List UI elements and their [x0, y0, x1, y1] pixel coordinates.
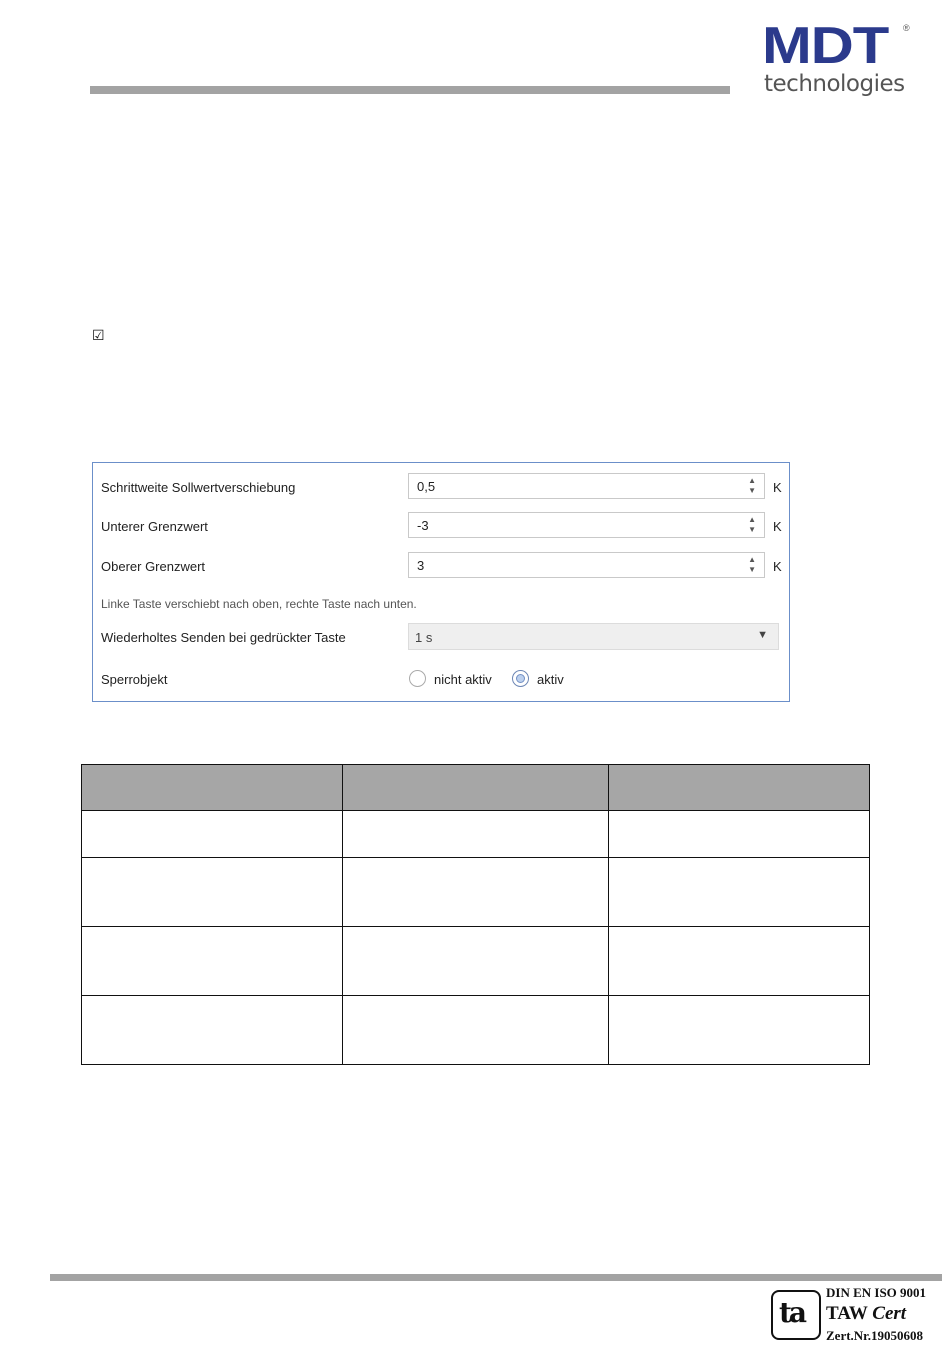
radio-nicht-aktiv[interactable] — [409, 670, 426, 687]
table-row — [82, 996, 870, 1065]
table-cell — [609, 996, 870, 1065]
upper-limit-unit: K — [773, 559, 782, 574]
table-header-cell — [82, 765, 343, 811]
logo-registered: ® — [903, 23, 910, 33]
repeat-label: Wiederholtes Senden bei gedrückter Taste — [101, 630, 346, 645]
table-cell — [82, 927, 343, 996]
checkbox-icon: ☑ — [92, 327, 105, 343]
logo-mark: MDT — [762, 17, 889, 75]
step-spinbox[interactable] — [408, 473, 765, 499]
cert-number: Zert.Nr.19050608 — [826, 1328, 924, 1343]
step-unit: K — [773, 480, 782, 495]
logo-subtitle: technologies — [764, 71, 905, 97]
lower-limit-label: Unterer Grenzwert — [101, 519, 208, 534]
table-cell — [343, 811, 609, 858]
upper-limit-spinbox[interactable] — [408, 552, 765, 578]
footer-rule — [50, 1274, 942, 1281]
cert-body-a: TAW — [826, 1303, 873, 1324]
repeat-dropdown[interactable] — [408, 623, 779, 650]
table-header-row — [82, 765, 870, 811]
repeat-value: 1 s — [415, 630, 433, 645]
upper-limit-value: 3 — [417, 558, 425, 573]
spin-arrows-icon[interactable]: ▲ ▼ — [748, 515, 756, 534]
table-cell — [343, 927, 609, 996]
spin-arrows-icon[interactable]: ▲ ▼ — [748, 555, 756, 574]
table-cell — [609, 927, 870, 996]
object-table — [81, 764, 870, 1065]
lower-limit-value: -3 — [417, 518, 429, 533]
table-row — [82, 858, 870, 927]
header-rule — [90, 86, 730, 94]
lower-limit-unit: K — [773, 519, 782, 534]
table-cell — [82, 996, 343, 1065]
table-cell — [609, 858, 870, 927]
radio-nicht-aktiv-label[interactable]: nicht aktiv — [434, 672, 492, 687]
table-cell — [82, 811, 343, 858]
parameter-panel — [92, 462, 790, 702]
upper-limit-label: Oberer Grenzwert — [101, 559, 206, 574]
table-cell — [343, 858, 609, 927]
table-row — [82, 811, 870, 858]
table-header-cell — [609, 765, 870, 811]
table-cell — [343, 996, 609, 1065]
table-cell — [609, 811, 870, 858]
cert-body — [826, 1303, 906, 1325]
radio-aktiv-label[interactable]: aktiv — [537, 672, 564, 687]
table-cell — [82, 858, 343, 927]
taw-cert-logo-icon: ta — [771, 1290, 821, 1340]
table-row — [82, 927, 870, 996]
radio-aktiv[interactable] — [512, 670, 529, 687]
lock-label: Sperrobjekt — [101, 672, 168, 687]
table-header-cell — [343, 765, 609, 811]
chevron-down-icon[interactable]: ▼ — [757, 629, 768, 641]
step-value: 0,5 — [417, 479, 436, 494]
lower-limit-spinbox[interactable] — [408, 512, 765, 538]
cert-standard: DIN EN ISO 9001 — [826, 1285, 927, 1300]
step-label: Schrittweite Sollwertverschiebung — [101, 480, 296, 495]
cert-body-b: Cert — [872, 1303, 907, 1324]
hint-text: Linke Taste verschiebt nach oben, rechte Taste nach unten. — [101, 597, 417, 611]
mdt-logo — [762, 17, 912, 100]
spin-arrows-icon[interactable]: ▲ ▼ — [748, 476, 756, 495]
